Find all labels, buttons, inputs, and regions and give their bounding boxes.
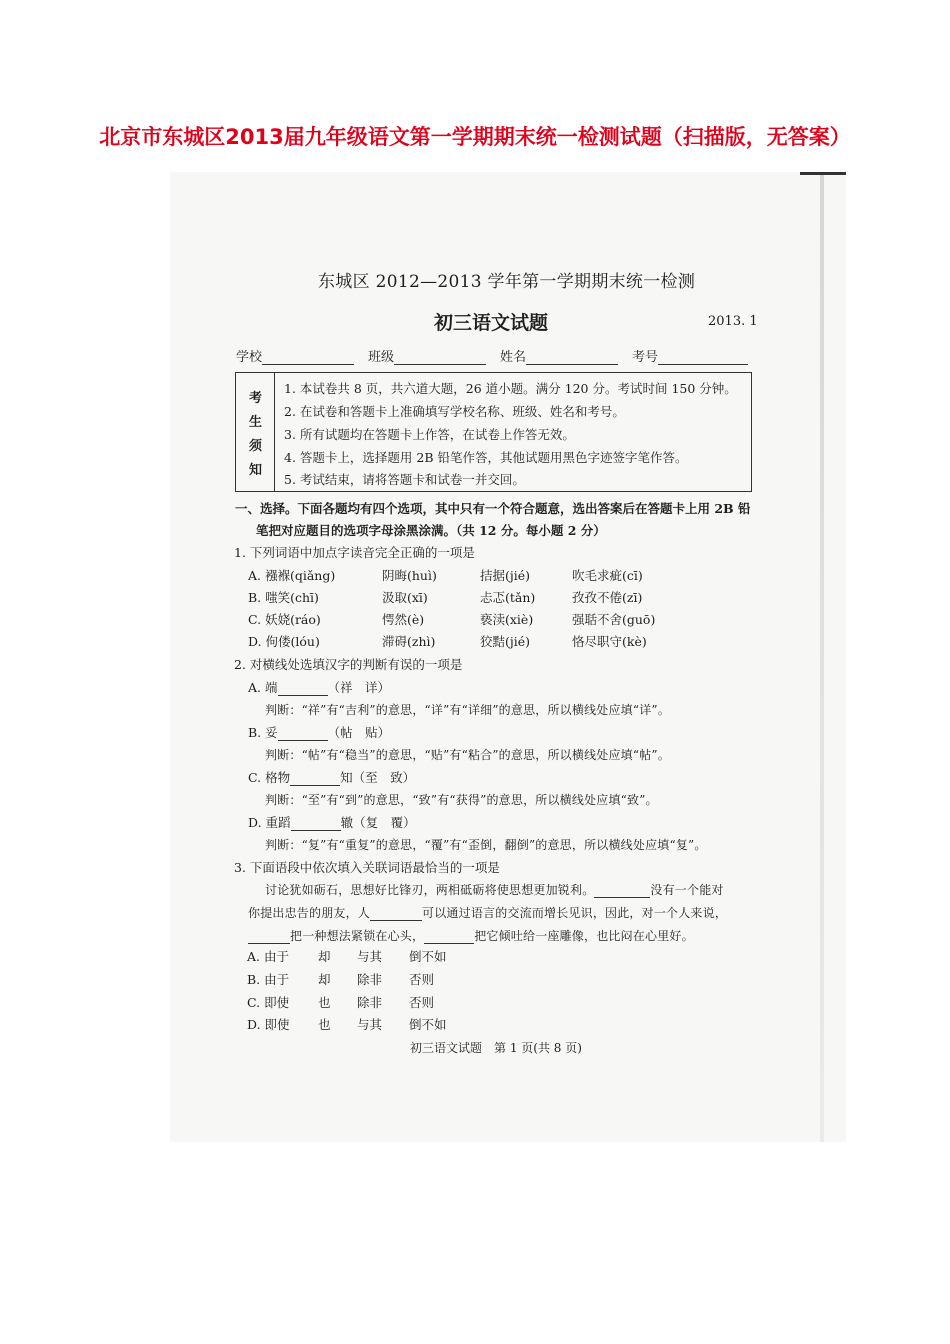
question-3-passage-line: 讨论犹如砺石，思想好比锋刃，两相砥砺将使思想更加锐利。 没有一个能对	[265, 883, 724, 897]
notice-item: 4. 答题卡上，选择题用 2B 铅笔作答，其他试题用黑色字迹签字笔作答。	[284, 450, 688, 465]
question-1-stem: 1. 下列词语中加点字读音完全正确的一项是	[234, 545, 475, 560]
fill-blank	[370, 908, 422, 921]
fill-blank	[248, 931, 290, 944]
exam-subtitle: 初三语文试题	[434, 312, 549, 334]
scan-edge-mark	[800, 172, 846, 175]
question-2-judgement: 判断：“至”有“到”的意思，“致”有“获得”的意思，所以横线处应填“致”。	[265, 793, 658, 807]
section-heading-cont: 笔把对应题目的选项字母涂黑涂满。（共 12 分。每小题 2 分）	[256, 523, 606, 538]
name-blank	[526, 350, 618, 365]
notice-box	[235, 372, 752, 492]
fill-blank	[594, 885, 650, 898]
question-2-option: B. 妥 （帖 贴）	[248, 725, 391, 740]
notice-label: 考 生 须 知	[236, 373, 275, 491]
info-class: 班级	[368, 346, 486, 365]
question-3-passage-line: 你提出忠告的朋友，人 可以通过语言的交流而增长见识，因此，对一个人来说，	[248, 906, 728, 920]
fill-blank	[278, 683, 328, 696]
fill-blank	[424, 931, 474, 944]
exam-date: 2013. 1	[708, 314, 758, 329]
school-blank	[262, 350, 354, 365]
question-2-judgement: 判断：“祥”有“吉利”的意思，“详”有“详细”的意思，所以横线处应填“详”。	[265, 703, 670, 717]
fill-blank	[278, 728, 328, 741]
question-2-option: D. 重蹈 辙（复 覆）	[248, 815, 416, 830]
notice-item: 3. 所有试题均在答题卡上作答，在试卷上作答无效。	[284, 427, 575, 442]
student-info-row	[236, 346, 751, 366]
page-footer: 初三语文试题 第 1 页(共 8 页)	[410, 1041, 582, 1055]
question-2-option: C. 格物 知（至 致）	[248, 770, 416, 785]
question-2-option: A. 端 （祥 详）	[248, 680, 391, 695]
info-name: 姓名	[500, 346, 618, 365]
document-title: 北京市东城区2013届九年级语文第一学期期末统一检测试题（扫描版，无答案）	[99, 125, 851, 149]
info-school: 学校	[236, 346, 354, 365]
question-2-judgement: 判断：“帖”有“稳当”的意思，“贴”有“粘合”的意思，所以横线处应填“帖”。	[265, 748, 670, 762]
scan-edge-shadow	[820, 172, 824, 1142]
question-3-stem: 3. 下面语段中依次填入关联词语最恰当的一项是	[234, 860, 500, 875]
fill-blank	[291, 818, 341, 831]
section-heading: 一、选择。下面各题均有四个选项，其中只有一个符合题意，选出答案后在答题卡上用 2B 铅	[235, 501, 751, 516]
fill-blank	[290, 773, 340, 786]
notice-item: 5. 考试结束，请将答题卡和试卷一并交回。	[284, 472, 525, 487]
class-blank	[394, 350, 486, 365]
info-exam-number: 考号	[632, 346, 748, 365]
question-2-stem: 2. 对横线处选填汉字的判断有误的一项是	[234, 657, 463, 672]
question-3-passage-line: 把一种想法紧锁在心头， 把它倾吐给一座雕像，也比闷在心里好。	[248, 927, 694, 944]
notice-item: 2. 在试卷和答题卡上准确填写学校名称、班级、姓名和考号。	[284, 404, 625, 419]
exam-number-blank	[658, 350, 748, 365]
exam-title: 东城区 2012—2013 学年第一学期期末统一检测	[318, 272, 696, 292]
notice-item: 1. 本试卷共 8 页，共六道大题，26 道小题。满分 120 分。考试时间 150 分钟。	[284, 381, 737, 396]
question-2-judgement: 判断：“复”有“重复”的意思，“覆”有“歪倒，翻倒”的意思，所以横线处应填“复”。	[265, 838, 707, 852]
